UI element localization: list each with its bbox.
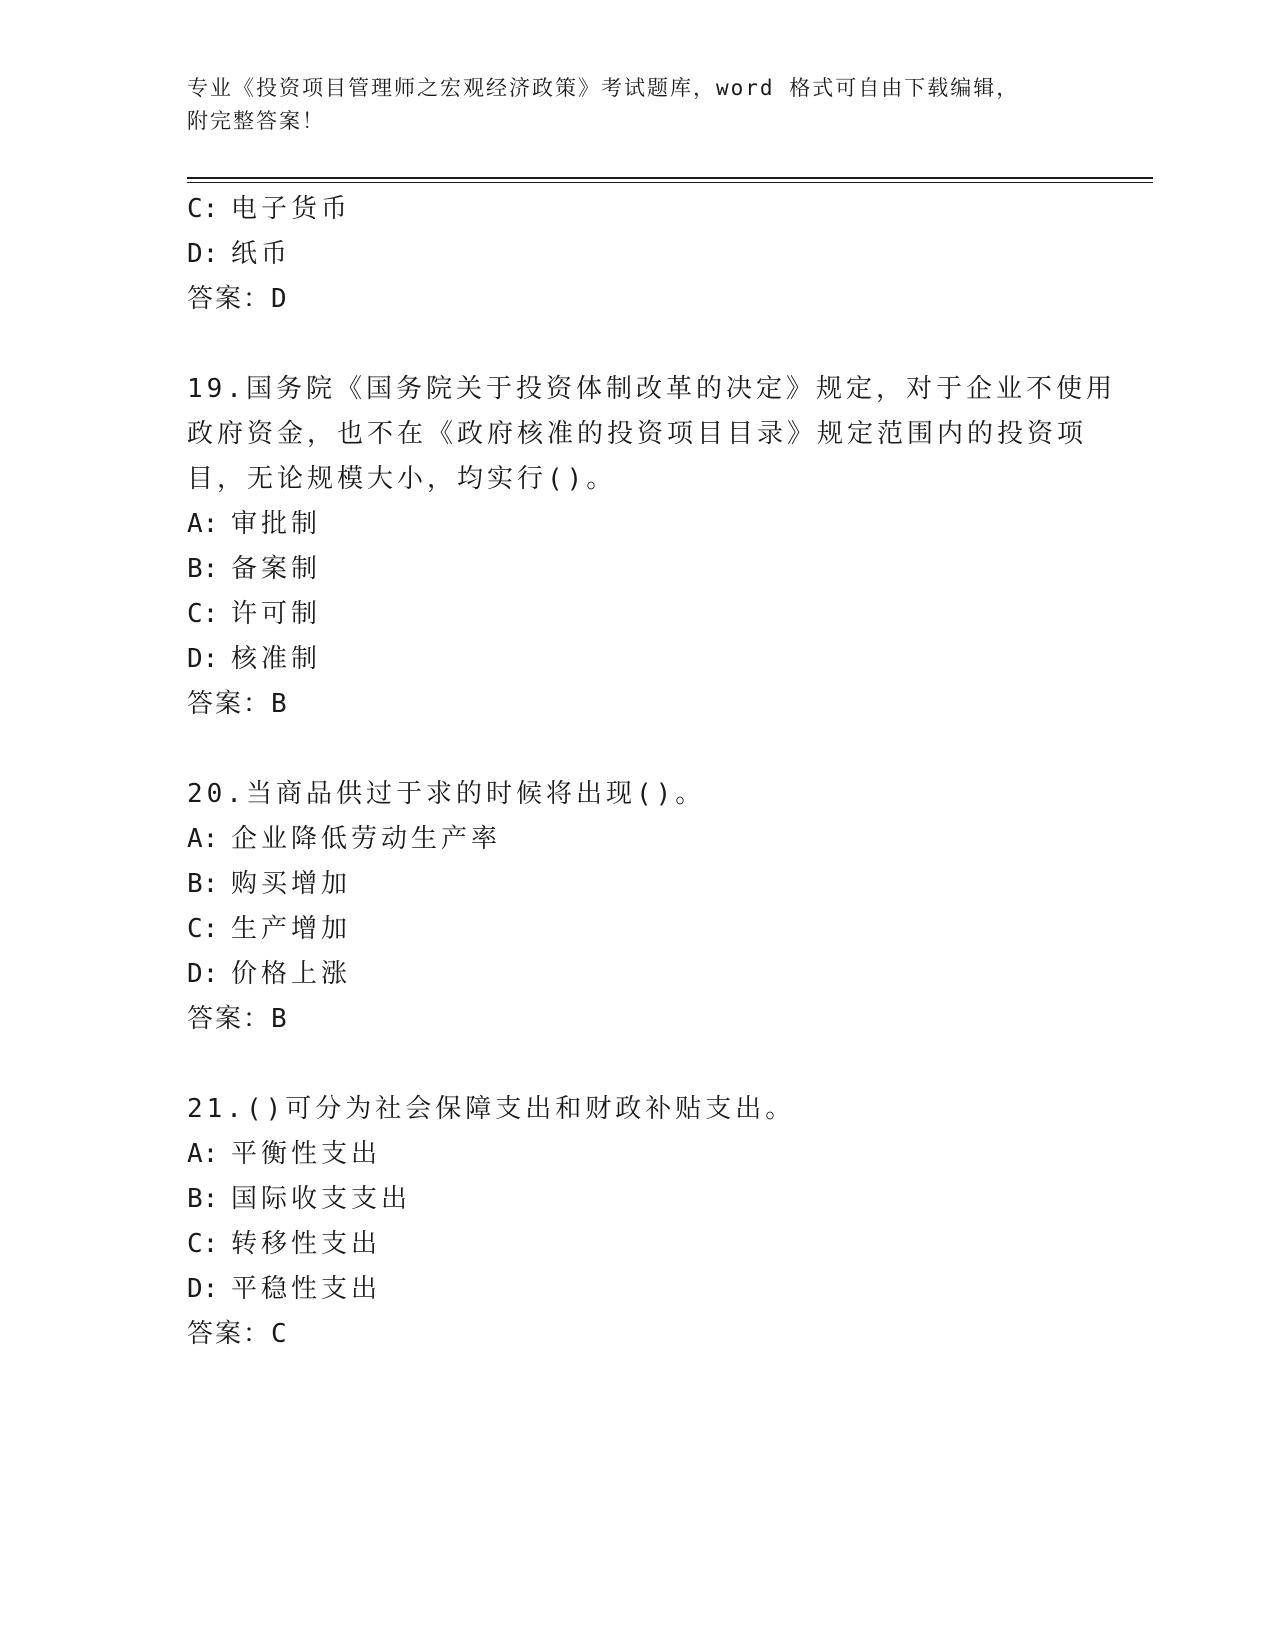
option-text: 生产增加	[231, 914, 352, 944]
prev-option-d	[187, 238, 291, 270]
header-rule-thin	[187, 182, 1153, 183]
option-text: 国际收支支出	[231, 1184, 412, 1214]
q20-stem-line-1: 20.当商品供过于求的时候将出现()。	[187, 779, 706, 809]
q19-option-d	[187, 643, 321, 675]
option-text: 价格上涨	[231, 959, 352, 989]
option-text: 平衡性支出	[231, 1139, 382, 1169]
option-text: 电子货币	[231, 194, 352, 224]
option-text: 购买增加	[231, 869, 352, 899]
option-text: 许可制	[231, 599, 322, 629]
q20-option-a	[187, 823, 501, 855]
answer-label: 答案：	[187, 1004, 272, 1034]
answer-value: C	[271, 1319, 287, 1349]
option-text: 审批制	[231, 509, 322, 539]
answer-value: B	[271, 1004, 287, 1034]
option-text: 核准制	[231, 644, 322, 674]
header-line-2: 附完整答案！	[187, 109, 325, 133]
option-letter: C:	[187, 194, 219, 224]
option-letter: B:	[187, 869, 219, 899]
option-text: 转移性支出	[231, 1229, 382, 1259]
option-letter: A:	[187, 509, 219, 539]
q21-option-d	[187, 1273, 381, 1305]
q19-option-b	[187, 553, 321, 585]
option-text: 平稳性支出	[231, 1274, 382, 1304]
option-letter: D:	[187, 1274, 219, 1304]
q19-option-c	[187, 598, 321, 630]
option-letter: D:	[187, 959, 219, 989]
option-letter: A:	[187, 1139, 219, 1169]
answer-value: B	[271, 689, 287, 719]
q21-option-b	[187, 1183, 411, 1215]
prev-answer	[187, 283, 287, 315]
option-text: 纸币	[231, 239, 292, 269]
q19-stem-line-2: 政府资金，也不在《政府核准的投资项目目录》规定范围内的投资项	[187, 419, 1088, 449]
q20-option-d	[187, 958, 351, 990]
q21-stem-line-1: 21.()可分为社会保障支出和财政补贴支出。	[187, 1094, 796, 1124]
q21-option-a	[187, 1138, 381, 1170]
q19-stem-line-3: 目，无论规模大小，均实行()。	[187, 464, 617, 494]
q19-option-a	[187, 508, 321, 540]
answer-label: 答案：	[187, 284, 272, 314]
header-rule-thick	[187, 177, 1153, 179]
answer-value: D	[271, 284, 287, 314]
option-letter: B:	[187, 554, 219, 584]
q20-answer	[187, 1003, 287, 1035]
document-header	[187, 72, 1067, 138]
option-letter: A:	[187, 824, 219, 854]
q20-option-c	[187, 913, 351, 945]
prev-option-c	[187, 193, 351, 225]
option-letter: C:	[187, 1229, 219, 1259]
q19-answer	[187, 688, 287, 720]
option-text: 备案制	[231, 554, 322, 584]
answer-label: 答案：	[187, 689, 272, 719]
option-letter: D:	[187, 644, 219, 674]
header-line-1: 专业《投资项目管理师之宏观经济政策》考试题库，word 格式可自由下载编辑，	[187, 76, 1020, 100]
option-letter: C:	[187, 914, 219, 944]
answer-label: 答案：	[187, 1319, 272, 1349]
q19-stem-line-1: 19.国务院《国务院关于投资体制改革的决定》规定，对于企业不使用	[187, 374, 1116, 404]
option-text: 企业降低劳动生产率	[231, 824, 502, 854]
q21-option-c	[187, 1228, 381, 1260]
q21-answer	[187, 1318, 287, 1350]
option-letter: C:	[187, 599, 219, 629]
option-letter: B:	[187, 1184, 219, 1214]
q20-option-b	[187, 868, 351, 900]
option-letter: D:	[187, 239, 219, 269]
